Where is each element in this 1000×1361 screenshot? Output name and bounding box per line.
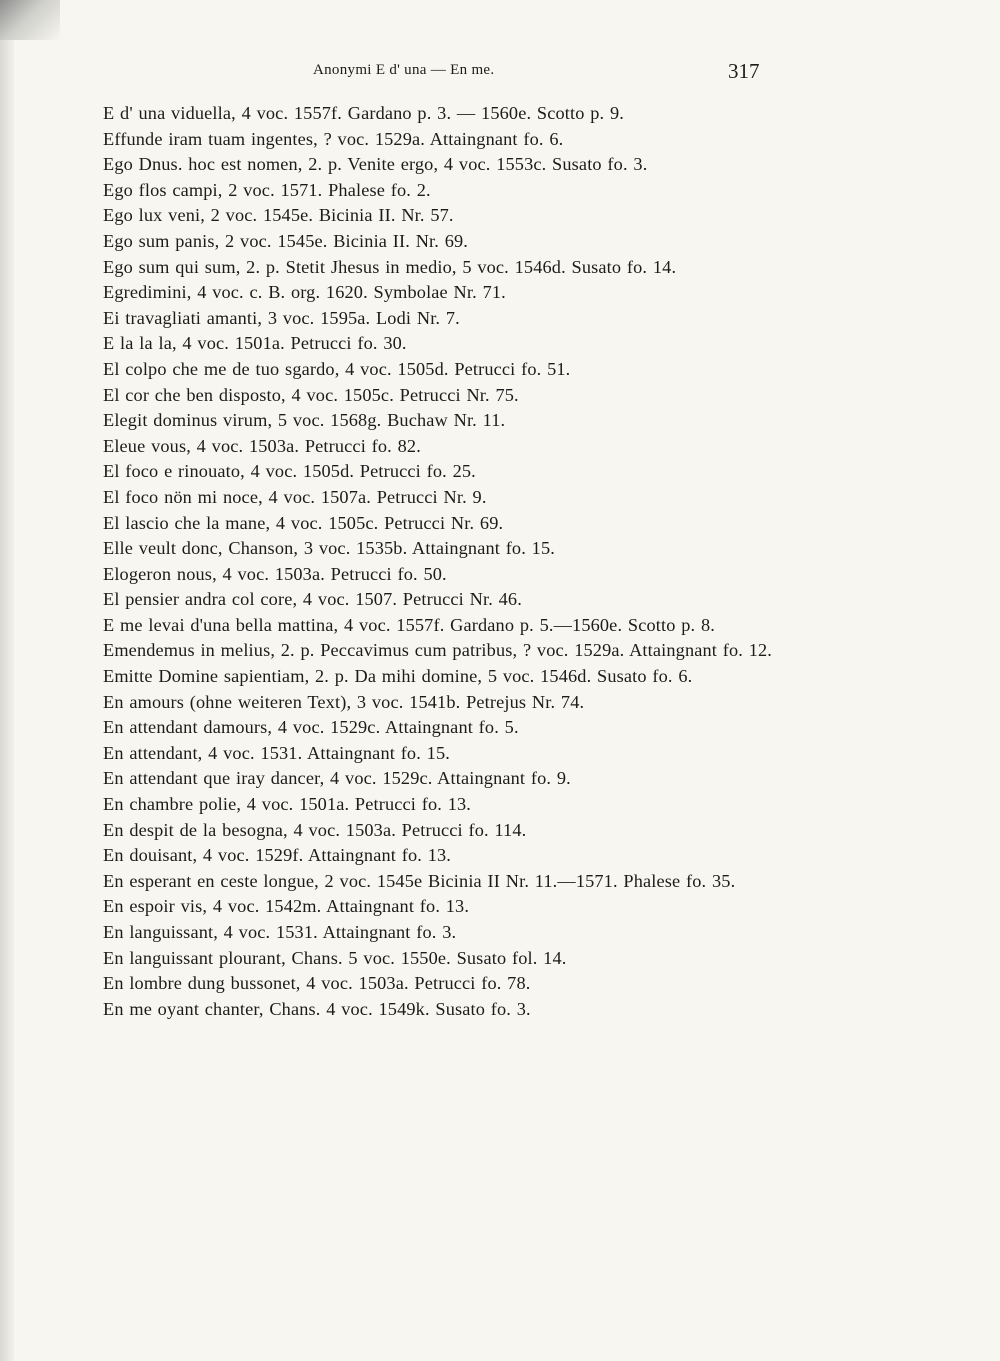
running-title: Anonymi E d' una — En me. xyxy=(313,62,495,78)
index-entry: Ei travagliati amanti, 3 voc. 1595a. Lodi Nr. 7. xyxy=(103,307,460,328)
index-entry: E d' una viduella, 4 voc. 1557f. Gardano p. 3. — 1560e. Scotto p. 9. xyxy=(103,103,624,123)
index-entry: En attendant damours, 4 voc. 1529c. Attaingnant fo. 5. xyxy=(103,717,519,738)
page-corner-shadow xyxy=(0,0,60,40)
index-entry: El foco nön mi noce, 4 voc. 1507a. Petrucci Nr. 9. xyxy=(103,486,487,507)
index-entry: En chambre polie, 4 voc. 1501a. Petrucci fo. 13. xyxy=(103,794,472,815)
index-entry: Ego flos campi, 2 voc. 1571. Phalese fo. 2. xyxy=(103,179,431,200)
index-entry: En languissant plourant, Chans. 5 voc. 1550e. Susato fol. 14. xyxy=(103,947,567,968)
index-entry: Ego sum qui sum, 2. p. Stetit Jhesus in medio, 5 voc. 1546d. Susato fo. 14. xyxy=(103,256,677,277)
index-entry: En esperant en ceste longue, 2 voc. 1545e Bicinia II Nr. 11.—1571. Phalese fo. 35. xyxy=(103,870,736,891)
index-entry: El foco e rinouato, 4 voc. 1505d. Petrucci fo. 25. xyxy=(103,461,476,482)
index-entry: En despit de la besogna, 4 voc. 1503a. Petrucci fo. 114. xyxy=(103,819,527,840)
index-entry: El cor che ben disposto, 4 voc. 1505c. Petrucci Nr. 75. xyxy=(103,384,519,405)
index-entry: Emitte Domine sapientiam, 2. p. Da mihi domine, 5 voc. 1546d. Susato fo. 6. xyxy=(103,666,693,687)
index-entry: Ego lux veni, 2 voc. 1545e. Bicinia II. Nr. 57. xyxy=(103,205,454,226)
page-number: 317 xyxy=(728,59,760,83)
index-entry: Emendemus in melius, 2. p. Peccavimus cum patribus, ? voc. 1529a. Attaingnant fo. 12. xyxy=(103,640,773,661)
index-entry: Elle veult donc, Chanson, 3 voc. 1535b. Attaingnant fo. 15. xyxy=(103,538,555,559)
index-entry: Ego Dnus. hoc est nomen, 2. p. Venite ergo, 4 voc. 1553c. Susato fo. 3. xyxy=(103,154,648,175)
index-entry: El colpo che me de tuo sgardo, 4 voc. 1505d. Petrucci fo. 51. xyxy=(103,358,571,379)
index-entries-list xyxy=(103,101,783,1022)
index-entry: Ego sum panis, 2 voc. 1545e. Bicinia II. Nr. 69. xyxy=(103,230,469,251)
index-entry: E la la la, 4 voc. 1501a. Petrucci fo. 30. xyxy=(103,333,407,354)
index-entry: En amours (ohne weiteren Text), 3 voc. 1541b. Petrejus Nr. 74. xyxy=(103,691,585,712)
index-entry: Eleue vous, 4 voc. 1503a. Petrucci fo. 82. xyxy=(103,435,421,456)
index-entry: En languissant, 4 voc. 1531. Attaingnant fo. 3. xyxy=(103,922,457,942)
index-entry: En me oyant chanter, Chans. 4 voc. 1549k. Susato fo. 3. xyxy=(103,998,531,1019)
index-entry: E me levai d'una bella mattina, 4 voc. 1557f. Gardano p. 5.—1560e. Scotto p. 8. xyxy=(103,614,715,635)
index-entry: Elegit dominus virum, 5 voc. 1568g. Buchaw Nr. 11. xyxy=(103,410,506,431)
index-entry: En attendant que iray dancer, 4 voc. 1529c. Attaingnant fo. 9. xyxy=(103,768,571,789)
index-entry: El pensier andra col core, 4 voc. 1507. Petrucci Nr. 46. xyxy=(103,589,522,610)
index-entry: Elogeron nous, 4 voc. 1503a. Petrucci fo. 50. xyxy=(103,563,447,584)
index-entry: En attendant, 4 voc. 1531. Attaingnant fo. 15. xyxy=(103,742,450,763)
index-entry: En douisant, 4 voc. 1529f. Attaingnant fo. 13. xyxy=(103,845,451,866)
index-entry: En espoir vis, 4 voc. 1542m. Attaingnant fo. 13. xyxy=(103,896,470,917)
index-entry: Effunde iram tuam ingentes, ? voc. 1529a. Attaingnant fo. 6. xyxy=(103,128,564,149)
index-entry: El lascio che la mane, 4 voc. 1505c. Petrucci Nr. 69. xyxy=(103,512,504,533)
page-binding-edge xyxy=(0,0,14,1361)
index-entry: Egredimini, 4 voc. c. B. org. 1620. Symbolae Nr. 71. xyxy=(103,282,506,303)
index-entry: En lombre dung bussonet, 4 voc. 1503a. Petrucci fo. 78. xyxy=(103,973,531,994)
running-head xyxy=(0,59,1000,86)
